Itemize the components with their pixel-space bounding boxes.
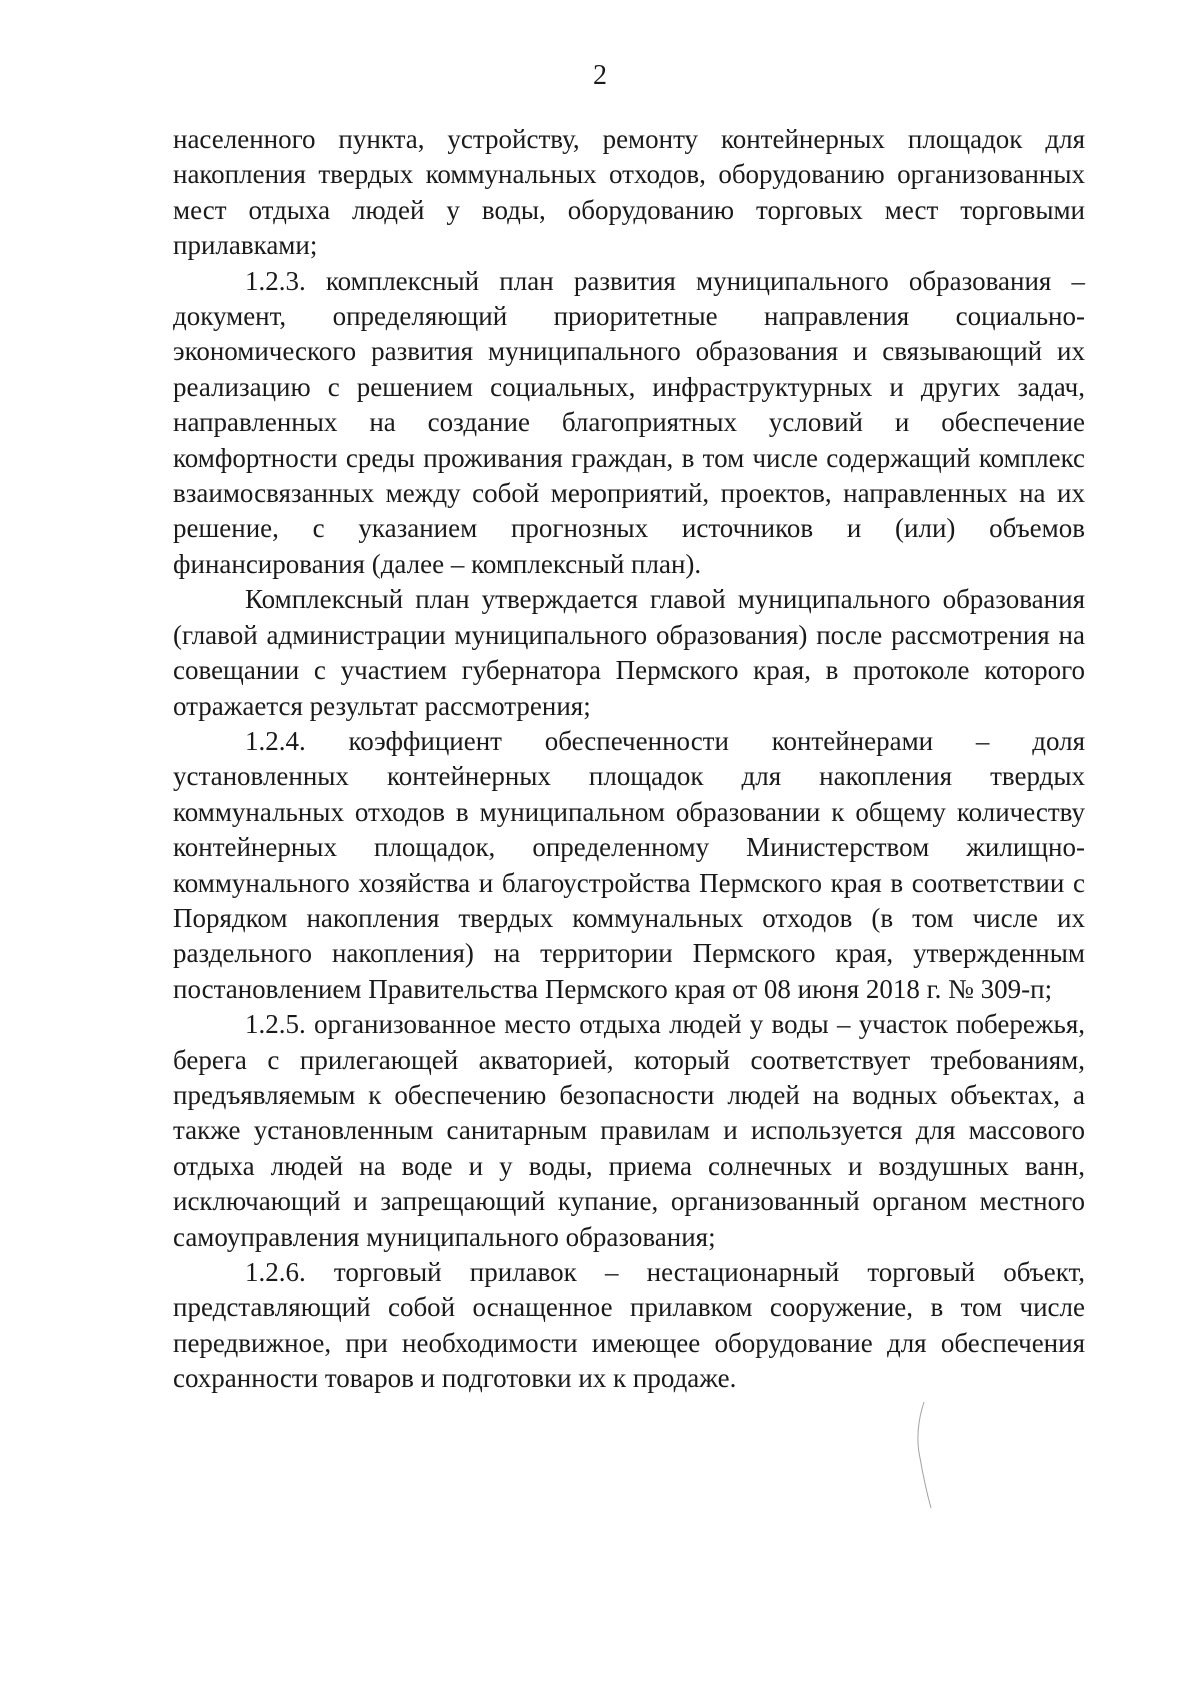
paragraph-1-2-5: 1.2.5. организованное место отдыха людей у воды – участок побережья, берега с прилегающей акваторией, который соответствует требованиям, предъявляемым к обеспечению безопасности людей на водных объектах, а также установленным санитарным правилам и используется для массового отдыха людей на воде и у воды, приема солнечных и воздушных ванн, исключающий и запрещающий купание, организованный органом местного самоуправления муниципального образования;: [173, 1009, 1085, 1252]
page-number: 2: [593, 60, 607, 91]
paragraph-1-2-6: 1.2.6. торговый прилавок – нестационарный торговый объект, представляющий собой оснащенное прилавком сооружение, в том числе передвижное, при необходимости имеющее оборудование для обеспечения сохранности товаров и подготовки их к продаже.: [173, 1257, 1085, 1394]
pen-stroke-mark: [914, 1400, 934, 1510]
document-body: [173, 122, 1085, 1397]
paragraph-continuation: населенного пункта, устройству, ремонту контейнерных площадок для накопления твердых коммунальных отходов, оборудованию организованных мест отдыха людей у воды, оборудованию торговых мест торговыми прилавками;: [173, 124, 1085, 261]
paragraph-complex-plan-approval: Комплексный план утверждается главой муниципального образования (главой администрации муниципального образования) после рассмотрения на совещании с участием губернатора Пермского края, в протоколе которого отражается результат рассмотрения;: [173, 584, 1085, 721]
paragraph-1-2-4: 1.2.4. коэффициент обеспеченности контейнерами – доля установленных контейнерных площадок для накопления твердых коммунальных отходов в муниципальном образовании к общему количеству контейнерных площадок, определенному Министерством жилищно-коммунального хозяйства и благоустройства Пермского края в соответствии с Порядком накопления твердых коммунальных отходов (в том числе их раздельного накопления) на территории Пермского края, утвержденным постановлением Правительства Пермского края от 08 июня 2018 г. № 309-п;: [173, 725, 1085, 1004]
paragraph-1-2-3: 1.2.3. комплексный план развития муниципального образования – документ, определяющий приоритетные направления социально-экономического развития муниципального образования и связывающий их реализацию с решением социальных, инфраструктурных и других задач, направленных на создание благоприятных условий и обеспечение комфортности среды проживания граждан, в том числе содержащий комплекс взаимосвязанных между собой мероприятий, проектов, направленных на их решение, с указанием прогнозных источников и (или) объемов финансирования (далее – комплексный план).: [173, 265, 1085, 579]
